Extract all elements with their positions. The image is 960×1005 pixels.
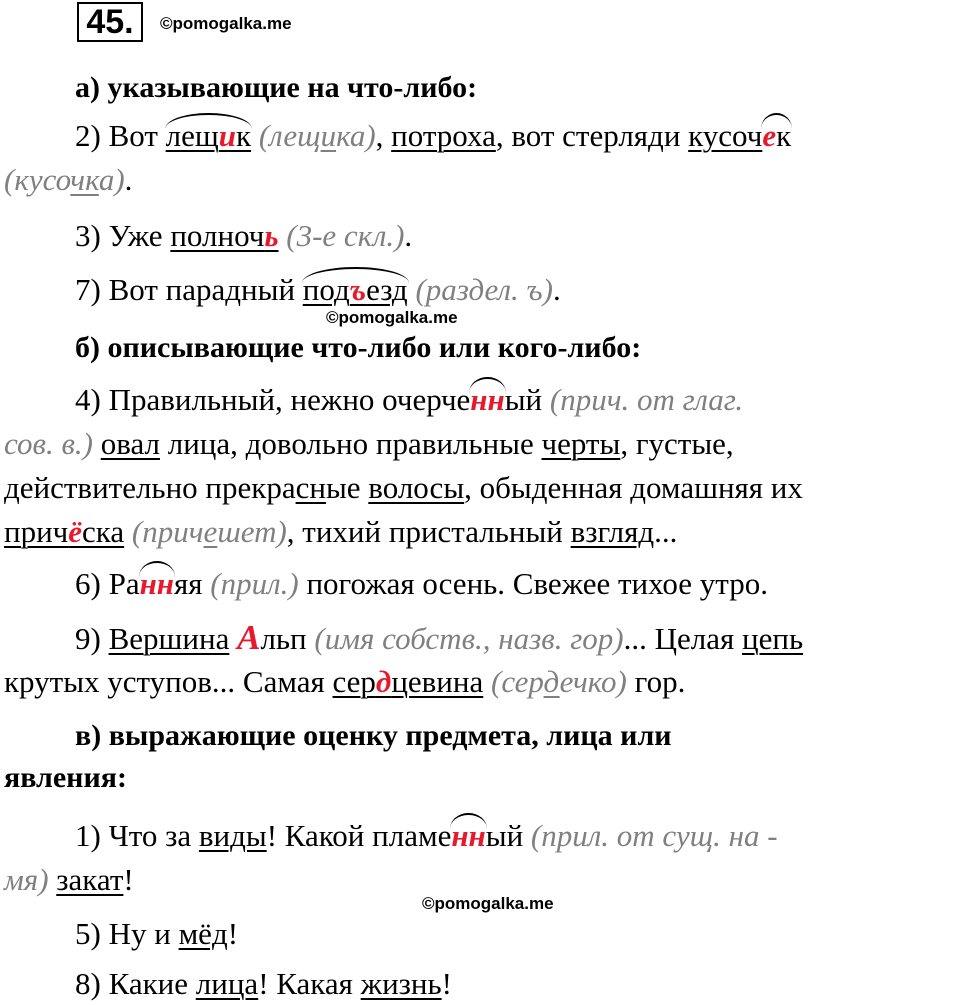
sentence-8: 8) Какие лица! Какая жизнь!: [75, 966, 452, 1001]
sentence-1: 1) Что за виды! Какой пламенный (прил. от сущ. на -: [75, 818, 778, 853]
watermark: ©pomogalka.me: [160, 14, 292, 33]
sentence-9-cont: крутых уступов... Самая сердцевина (сердечко) гор.: [4, 664, 686, 699]
sentence-6: 6) Ранняя (прил.) погожая осень. Свежее тихое утро.: [75, 566, 768, 601]
section-c-heading-cont: явления:: [4, 761, 127, 794]
sentence-2-cont: (кусочка).: [4, 162, 133, 197]
watermark: ©pomogalka.me: [422, 894, 554, 913]
sentence-4: 4) Правильный, нежно очерченный (прич. от глаг.: [75, 382, 744, 417]
exercise-number: 45.: [77, 2, 143, 42]
sentence-7: 7) Вот парадный подъезд (раздел. ъ).: [75, 272, 561, 307]
section-c-heading: в) выражающие оценку предмета, лица или: [75, 719, 672, 752]
sentence-5: 5) Ну и мёд!: [75, 916, 239, 951]
sentence-1-cont: мя) закат!: [4, 862, 134, 897]
sentence-2: 2) Вот лещик (лещика), потроха, вот стерляди кусочек: [75, 118, 792, 153]
sentence-4-cont-1: сов. в.) овал лица, довольно правильные черты, густые,: [4, 426, 734, 461]
sentence-4-cont-2: действительно прекрасные волосы, обыденная домашняя их: [4, 470, 803, 505]
section-b-heading: б) описывающие что-либо или кого-либо:: [75, 331, 642, 364]
sentence-9: 9) Вершина Альп (имя собств., назв. гор)... Целая цепь: [75, 618, 804, 657]
watermark: ©pomogalka.me: [326, 308, 458, 327]
section-a-heading: а) указывающие на что-либо:: [75, 71, 478, 104]
underlined-word: кусочек: [688, 118, 792, 153]
sentence-3: 3) Уже полночь (3-е скл.).: [75, 218, 413, 253]
sentence-4-cont-3: причёска (причешет), тихий пристальный взгляд...: [4, 514, 678, 549]
underlined-word: лещик: [165, 118, 252, 153]
